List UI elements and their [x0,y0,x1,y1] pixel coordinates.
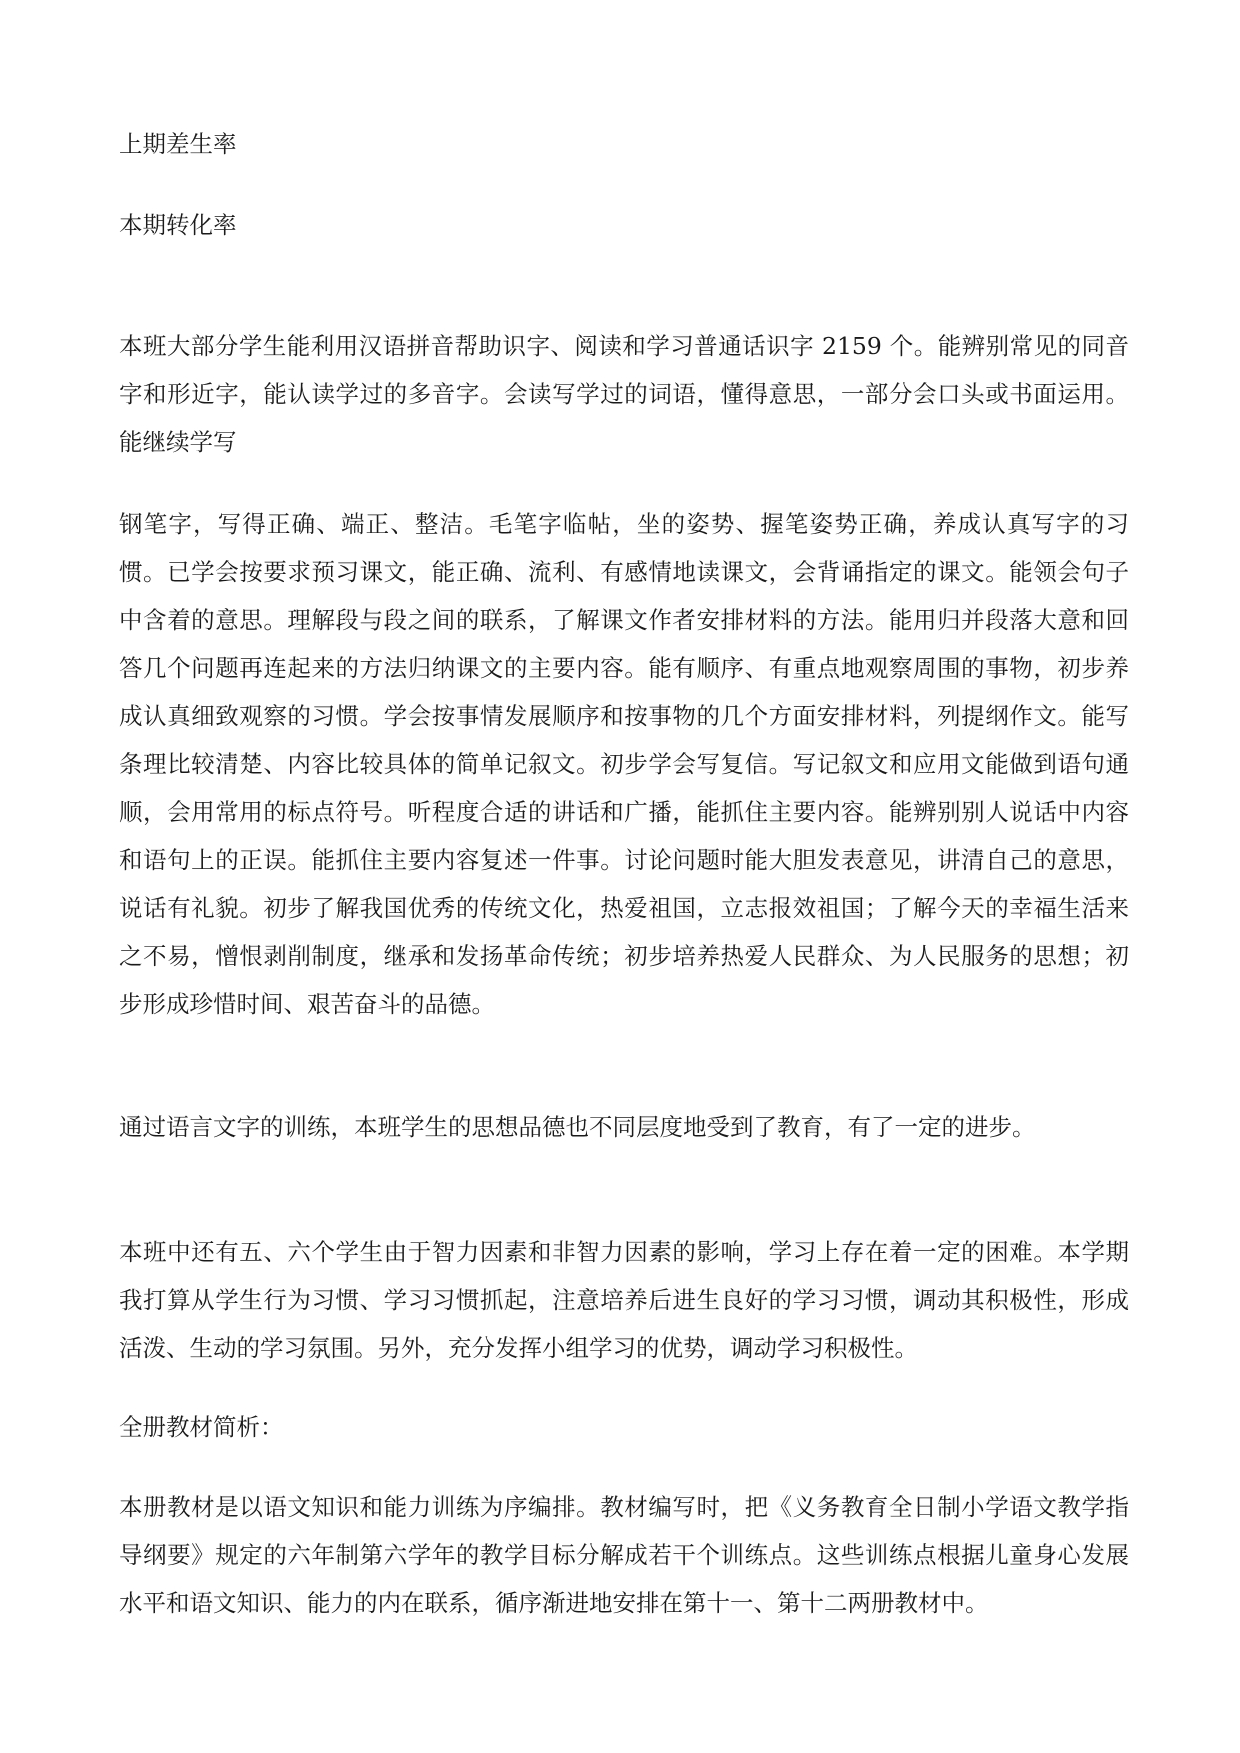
paragraph-textbook-analysis: 本册教材是以语文知识和能力训练为序编排。教材编写时，把《义务教育全日制小学语文教学指导纲要》规定的六年制第六学年的教学目标分解成若干个训练点。这些训练点根据儿童身心发展水平和语文知识、能力的内在联系，循序渐进地安排在第十一、第十二两册教材中。 [119,1493,1129,1617]
paragraph-moral-education: 通过语言文字的训练，本班学生的思想品德也不同层度地受到了教育，有了一定的进步。 [119,1113,1036,1141]
section-heading-textbook-analysis: 全册教材简析： [119,1413,284,1441]
paragraph-learning-abilities: 钢笔字，写得正确、端正、整洁。毛笔字临帖，坐的姿势、握笔姿势正确，养成认真写字的习惯。已学会按要求预习课文，能正确、流利、有感情地读课文，会背诵指定的课文。能领会句子中含着的意思。理解段与段之间的联系，了解课文作者安排材料的方法。能用归并段落大意和回答几个问题再连起来的方法归纳课文的主要内容。能有顺序、有重点地观察周围的事物，初步养成认真细致观察的习惯。学会按事情发展顺序和按事物的几个方面安排材料，列提纲作文。能写条理比较清楚、内容比较具体的简单记叙文。初步学会写复信。写记叙文和应用文能做到语句通顺，会用常用的标点符号。听程度合适的讲话和广播，能抓住主要内容。能辨别别人说话中内容和语句上的正误。能抓住主要内容复述一件事。讨论问题时能大胆发表意见，讲清自己的意思，说话有礼貌。初步了解我国优秀的传统文化，热爱祖国，立志报效祖国；了解今天的幸福生活来之不易，憎恨剥削制度，继承和发扬革命传统；初步培养热爱人民群众、为人民服务的思想；初步形成珍惜时间、艰苦奋斗的品德。 [119,510,1129,1018]
paragraph-last-term-poor-rate: 上期差生率 [119,130,237,158]
paragraph-class-overview: 本班大部分学生能利用汉语拼音帮助识字、阅读和学习普通话识字 2159 个。能辨别常见的同音字和形近字，能认读学过的多音字。会读写学过的词语，懂得意思，一部分会口头或书面运用。能继续学写 [119,332,1129,456]
paragraph-struggling-students: 本班中还有五、六个学生由于智力因素和非智力因素的影响，学习上存在着一定的困难。本学期我打算从学生行为习惯、学习习惯抓起，注意培养后进生良好的学习习惯，调动其积极性，形成活泼、生动的学习氛围。另外，充分发挥小组学习的优势，调动学习积极性。 [119,1238,1129,1362]
paragraph-this-term-conversion-rate: 本期转化率 [119,211,237,239]
